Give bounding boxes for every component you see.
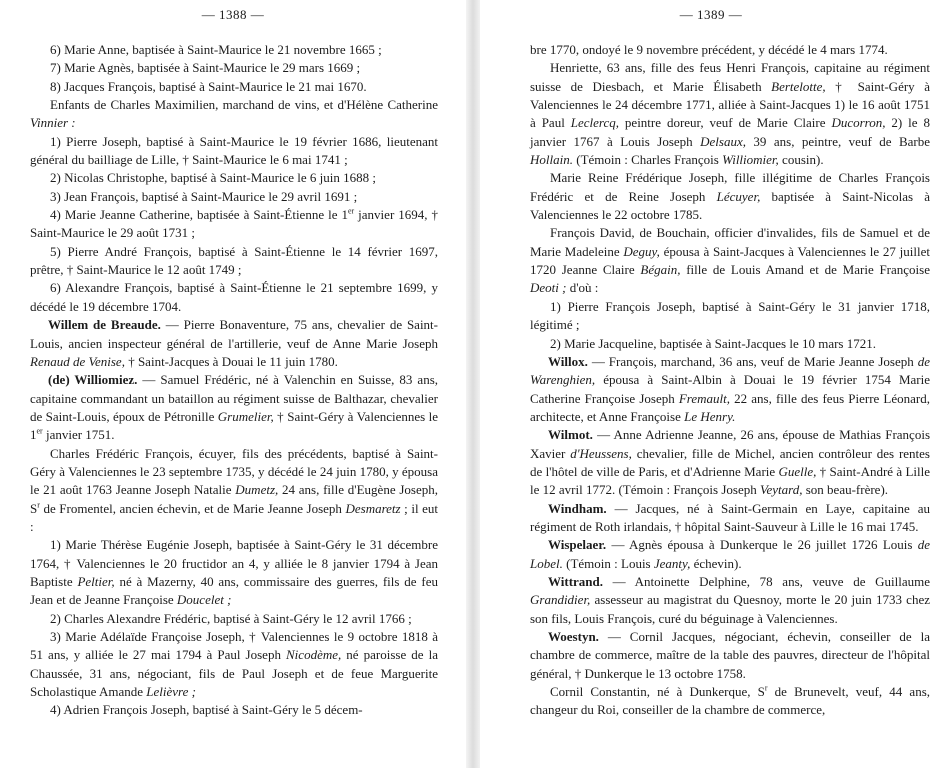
text-run: 8) Jacques François, baptisé à Saint-Maurice le 21 mai 1670. [50,78,367,94]
text-run: 1) Pierre Joseph, baptisé à Saint-Maurice le 19 février 1686, lieutenant général du bailliage de Lille, † Saint-Maurice le 6 mai 1741 ; [30,133,438,168]
italic-name: Hollain. [530,152,573,168]
paragraph [30,169,438,187]
entry-headword: Willem de Breaude. [48,317,161,333]
left-page [0,0,466,768]
italic-name: de Warenghien, [530,353,930,388]
text-run: ; il eut : [30,500,438,534]
text-run: — Jacques, né à Saint-Germain en Laye, capitaine au régiment de Roth irlandais, † hôpital Saint-Sauveur à Lille le 16 mai 1745. [530,500,930,534]
register-entry [30,316,438,371]
text-run: fille de Louis Amand et de Marie Françoise [680,262,930,278]
text-run: † Saint-André à Lille le 12 avril 1772. (Témoin : François Joseph [530,463,930,498]
text-run: — Anne Adrienne Jeanne, 26 ans, épouse de Mathias François Xavier [530,427,930,461]
text-run: cousin). [778,152,824,168]
paragraph [30,188,438,206]
italic-name: Bégain, [640,262,681,278]
text-run: 2) le 8 janvier 1767 à Louis Joseph [530,115,930,149]
paragraph [30,610,438,628]
text-run: — Agnès épousa à Dunkerque le 26 juillet 1726 Louis [606,537,918,553]
text-run: baptisée à Saint-Nicolas à Valenciennes le 22 octobre 1785. [530,188,930,223]
entry-headword: Woestyn. [548,629,599,644]
italic-name: Grandidier, [530,592,591,608]
text-run: François David, de Bouchain, officier d'invalides, fils de Samuel et de Marie Madeleine [530,225,930,259]
italic-name: Lécuyer, [716,188,761,204]
paragraph [30,59,438,77]
paragraph [30,279,438,316]
text-run: échevin). [690,555,742,571]
text-run: 39 ans, peintre, veuf de Barbe [745,133,930,149]
italic-name: Dumetz, [235,482,279,498]
text-run: janvier 1751. [42,427,115,443]
text-run: 2) Nicolas Christophe, baptisé à Saint-Maurice le 6 juin 1688 ; [50,170,377,186]
italic-name: Veytard, [760,482,803,498]
entry-headword: Wittrand. [548,573,604,589]
paragraph [30,41,438,59]
text-run: (Témoin : Charles François [572,152,723,168]
paragraph [530,41,930,59]
text-run: 5) Pierre André François, baptisé à Saint-Étienne le 14 février 1697, prêtre, † Saint-Maurice le 12 août 1749 ; [30,243,438,278]
italic-name: Nicodème, [286,647,342,663]
text-run: de Brunevelt, veuf, 44 ans, changeur du Roi, conseiller de la chambre de commerce, [530,684,931,718]
text-run: — Samuel Frédéric, né à Valenchin en Suisse, 83 ans, capitaine commandant un bataillon au régiment suisse de Balthazar, chevalier de Saint-Louis, époux de Pétronille [30,372,439,424]
text-run: — François, marchand, 36 ans, veuf de Marie Jeanne Joseph [587,353,918,369]
italic-name: Lelièvre ; [146,684,196,700]
text-run: 22 ans, fille des feus Pierre Léonard, architecte, et Anne Françoise [530,390,930,424]
text-run: 4) Adrien François Joseph, baptisé à Saint-Géry le 5 décem- [50,702,363,718]
paragraph [530,335,930,353]
text-run: 24 ans, fille d'Eugène Joseph, S [30,482,438,516]
italic-name: Peltier, [77,573,115,589]
right-page [480,0,942,768]
italic-name: d'Heussens, [570,445,632,461]
text-run: Henriette, 63 ans, fille des feus Henri François, capitaine au régiment suisse de Diesbach, et Marie Élisabeth [530,60,930,94]
text-run: 2) Charles Alexandre Frédéric, baptisé à Saint-Géry le 12 avril 1766 ; [50,610,412,626]
entry-headword: Wispelaer. [548,537,607,553]
entry-headword: Willox. [548,353,588,369]
entry-headword: (de) Williomiez. [48,372,138,388]
page-text [530,41,930,720]
text-run: 3) Marie Adélaïde Françoise Joseph, † Valenciennes le 9 octobre 1818 à 51 ans, y alliée le 27 mai 1794 à Paul Joseph [30,629,438,663]
text-run: peintre doreur, veuf de Marie Claire [619,115,832,131]
text-run: de Fromentel, ancien échevin, et de Marie Jeanne Joseph [39,500,346,516]
text-run: d'où : [566,280,599,296]
register-entry [530,628,930,683]
text-run: — Cornil Jacques, négociant, échevin, conseiller de la chambre de commerce, maître de la table des pauvres, directeur de l'hôpital général, † Dunkerque le 13 octobre 1758. [530,629,930,681]
text-run: Cornil Constantin, né à Dunkerque, S [550,684,765,700]
superscript: er [347,206,355,216]
register-entry [530,536,930,573]
italic-name: Doucelet ; [176,592,232,608]
paragraph [30,96,438,133]
paragraph [30,206,438,243]
paragraph [30,701,438,719]
paragraph [30,78,438,96]
italic-name: Deoti ; [530,280,567,296]
italic-name: Renaud de Venise, [30,353,125,369]
paragraph [530,59,930,169]
text-run: 6) Alexandre François, baptisé à Saint-Étienne le 21 septembre 1699, y décédé le 19 décembre 1704. [30,280,438,314]
entry-headword: Wilmot. [548,427,593,443]
page-number: — 1388 — [201,7,265,22]
text-run: 6) Marie Anne, baptisée à Saint-Maurice le 21 novembre 1665 ; [50,42,382,57]
page-number: — 1389 — [679,7,743,22]
text-run: † Saint-Géry à Valenciennes le 1 [30,408,438,443]
text-run: Marie Reine Frédérique Joseph, fille illégitime de Charles François Frédéric et de Reine Joseph [530,170,930,204]
superscript: er [36,426,43,436]
text-run: 2) Marie Jacqueline, baptisée à Saint-Jacques le 10 mars 1721. [550,335,876,351]
italic-name: Fremault, [678,390,730,406]
text-run: † Saint-Géry à Valenciennes le 24 décembre 1771, alliée à Saint-Jacques 1) le 16 août 1751 à Paul [530,78,931,131]
italic-name: Desmaretz [345,500,401,516]
text-run: (Témoin : Louis [562,555,654,571]
register-entry [530,573,930,628]
italic-name: Williomier, [722,152,779,168]
superscript: r [764,683,768,693]
paragraph [530,683,930,720]
italic-name: Jeanty, [653,555,691,571]
paragraph [30,628,438,701]
text-run: Enfants de Charles Maximilien, marchand de vins, et d'Hélène Catherine [50,97,438,113]
paragraph [30,133,438,170]
italic-name: Vinnier : [30,115,76,131]
paragraph [530,224,930,297]
text-run: janvier 1694, † Saint-Maurice le 29 août 1731 ; [30,207,439,241]
text-run: son beau-frère). [802,482,889,498]
italic-name: de Lobel. [530,537,930,571]
italic-name: Le Henry. [684,408,736,424]
text-run: 1) Marie Thérèse Eugénie Joseph, baptisée à Saint-Géry le 31 décembre 1764, † Valenciennes le 20 fructidor an 4, y alliée le 8 janvier 1794 à Jean Baptiste [30,537,438,589]
italic-name: Bertelotte, [771,78,826,94]
register-entry [530,353,930,426]
italic-name: Grumelier, [217,408,274,424]
superscript: r [37,500,40,510]
text-run: assesseur au magistrat du Quesnoy, morte le 20 juin 1733 chez son fils, Louis François, curé du béguinage à Valenciennes. [530,592,930,626]
text-run: épousa à Saint-Jacques à Valenciennes le 27 juillet 1720 Jeanne Claire [530,243,930,278]
paragraph [30,445,438,537]
entry-headword: Windham. [548,500,607,516]
text-run: 4) Marie Jeanne Catherine, baptisée à Saint-Étienne le 1 [50,207,348,223]
italic-name: Leclercq, [570,115,619,131]
paragraph [30,536,438,609]
paragraph [530,298,930,335]
text-run: Charles Frédéric François, écuyer, fils des précédents, baptisé à Saint-Géry à Valenciennes le 23 septembre 1735, y décédé le 24 juin 1780, y épousa le 21 août 1763 Jeanne Joseph Natalie [30,445,438,498]
paragraph [30,243,438,280]
paragraph [530,169,930,224]
italic-name: Guelle, [778,463,817,479]
register-entry [530,426,930,499]
text-run: — Pierre Bonaventure, 75 ans, chevalier de Saint-Louis, ancien inspecteur général de l'artillerie, veuf de Anne Marie Joseph [30,317,438,351]
text-run: bre 1770, ondoyé le 9 novembre précédent, y décédé le 4 mars 1774. [530,42,888,57]
page-text [30,41,438,720]
book-gutter [466,0,480,768]
text-run: épousa à Saint-Albin à Douai le 19 février 1754 Marie Catherine Françoise Joseph [530,372,930,406]
text-run: chevalier, fille de Michel, ancien contrôleur des rentes de l'hôtel de ville de Paris, et d'Adrienne Marie [530,445,930,479]
italic-name: Deguy, [623,243,660,259]
text-run: 7) Marie Agnès, baptisée à Saint-Maurice le 29 mars 1669 ; [50,60,361,76]
text-run: né à Mazerny, 40 ans, commissaire des guerres, fils de feu Jean et de Jeanne Françoise [30,573,438,608]
text-run: 1) Pierre François Joseph, baptisé à Saint-Géry le 31 janvier 1718, légitimé ; [530,298,930,333]
text-run: † Saint-Jacques à Douai le 11 juin 1780. [124,353,338,369]
text-run: né paroisse de la Chaussée, 31 ans, négociant, fils de Paul Joseph et de feue Marguerite Scholastique Amande [30,647,439,700]
italic-name: Delsaux, [700,133,746,149]
text-run: 3) Jean François, baptisé à Saint-Maurice le 29 avril 1691 ; [50,188,358,204]
italic-name: Ducorron, [831,115,886,131]
register-entry [30,371,438,444]
register-entry [530,500,930,537]
text-run: — Antoinette Delphine, 78 ans, veuve de Guillaume [603,573,930,589]
